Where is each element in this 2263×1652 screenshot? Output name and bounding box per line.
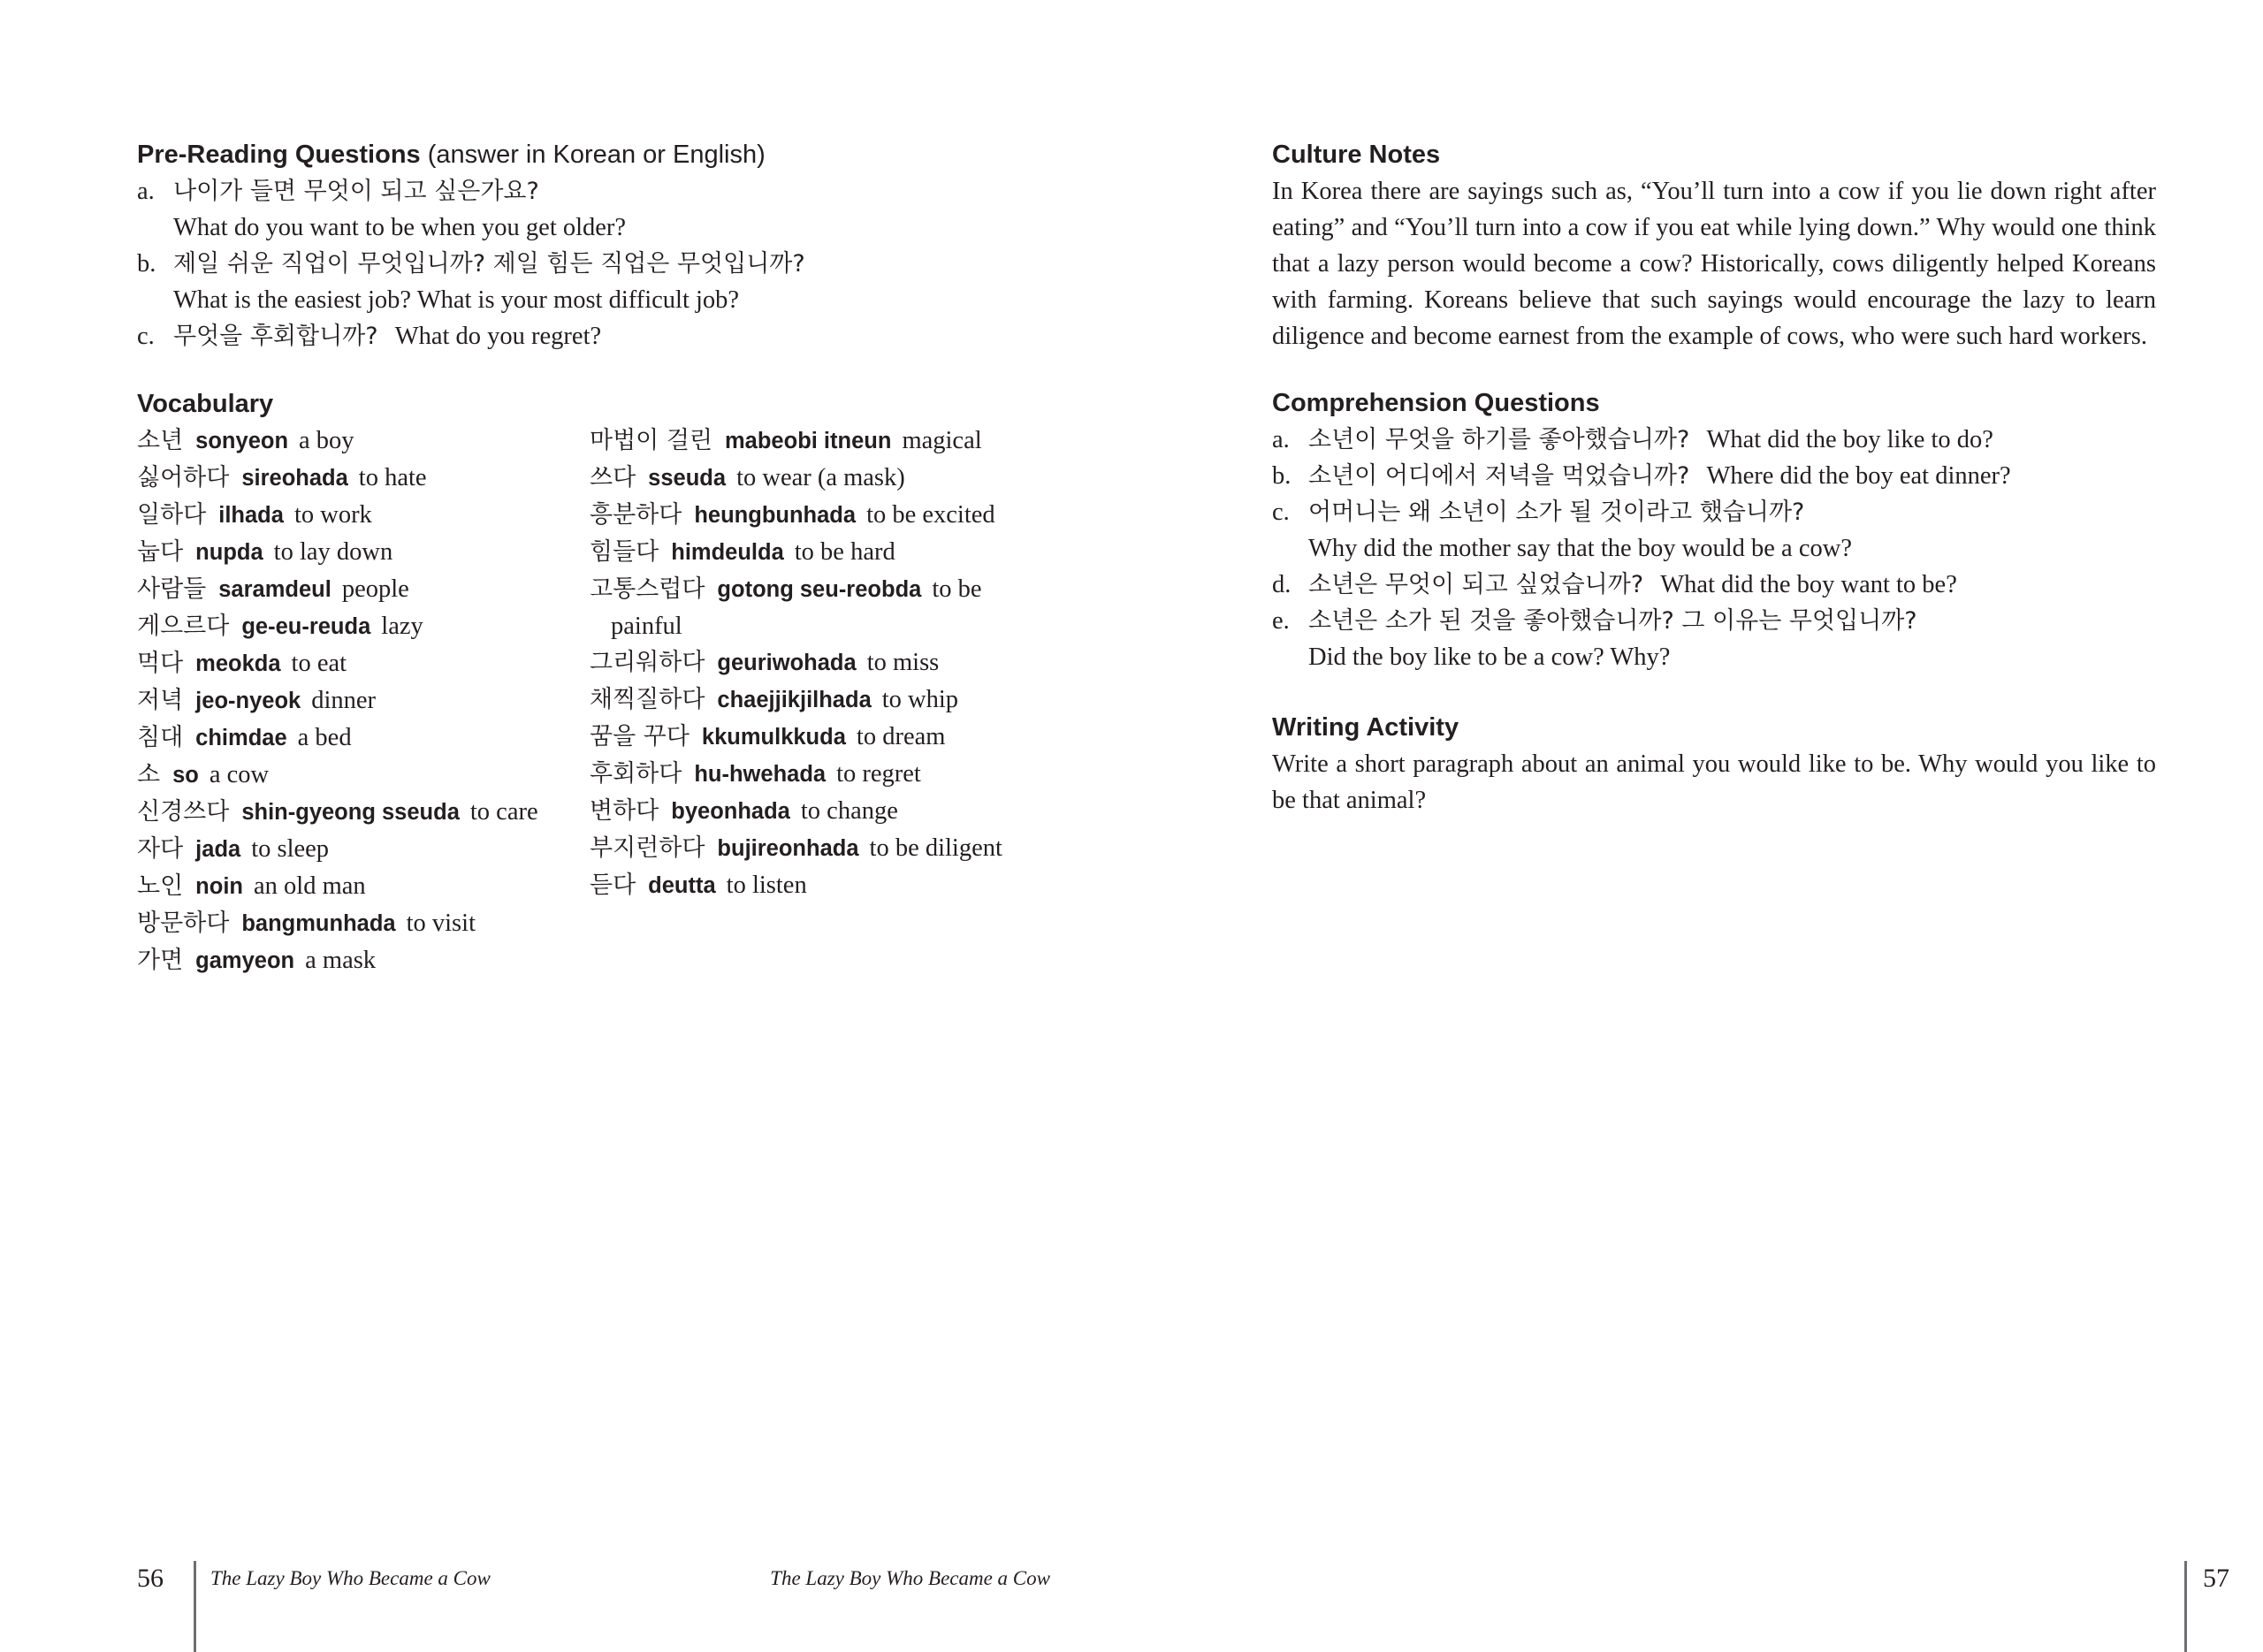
question-letter: b. xyxy=(137,250,156,278)
vocabulary-section xyxy=(137,386,1109,979)
comprehension-item-e xyxy=(1272,603,2156,675)
question-korean: 무엇을 후회합니까? xyxy=(173,323,378,350)
question-letter: c. xyxy=(1272,499,1290,526)
culture-notes-section xyxy=(1272,137,2156,354)
question-korean: 소년이 어디에서 저녁을 먹었습니까? xyxy=(1308,462,1690,490)
footer-divider xyxy=(194,1561,196,1652)
comprehension-list xyxy=(1272,422,2156,675)
vocab-entry: 흥분하다 heungbunhada to be excited xyxy=(590,501,995,529)
question-english: What did the boy want to be? xyxy=(1660,571,1957,598)
comprehension-item-b xyxy=(1272,458,2156,494)
prereading-heading: Pre-Reading Questions (answer in Korean or English) xyxy=(137,141,766,169)
vocabulary-column-2 xyxy=(590,423,1049,979)
vocab-entry: 쓰다 sseuda to wear (a mask) xyxy=(590,464,905,491)
vocab-entry: 싫어하다 sireohada to hate xyxy=(137,464,427,491)
vocab-entry: 노인 noin an old man xyxy=(137,872,366,900)
vocab-entry: 침대 chimdae a bed xyxy=(137,724,352,751)
vocab-entry: 후회하다 hu-hwehada to regret xyxy=(590,760,921,788)
question-english: What did the boy like to do? xyxy=(1706,426,1993,453)
comprehension-item-d xyxy=(1272,567,2156,603)
culture-notes-heading: Culture Notes xyxy=(1272,141,1441,169)
question-english: Did the boy like to be a cow? Why? xyxy=(1308,643,1671,671)
vocab-entry: 방문하다 bangmunhada to visit xyxy=(137,910,476,937)
vocab-entry: 소 so a cow xyxy=(137,761,270,788)
prereading-list xyxy=(137,173,1092,354)
question-letter: a. xyxy=(1272,426,1290,453)
question-letter: e. xyxy=(1272,607,1290,635)
question-korean: 나이가 들면 무엇이 되고 싶은가요? xyxy=(173,178,539,205)
question-english: Why did the mother say that the boy would be a cow? xyxy=(1308,535,1852,562)
vocab-entry: 눕다 nupda to lay down xyxy=(137,538,393,566)
question-english: Where did the boy eat dinner? xyxy=(1706,462,2011,490)
prereading-section xyxy=(137,137,1092,354)
vocab-entry: 자다 jada to sleep xyxy=(137,835,330,863)
question-english: What do you regret? xyxy=(394,323,602,350)
question-letter: a. xyxy=(137,178,155,205)
question-english: What is the easiest job? What is your most difficult job? xyxy=(173,286,740,314)
vocab-entry: 듣다 deutta to listen xyxy=(590,872,807,899)
vocab-entry: 그리워하다 geuriwohada to miss xyxy=(590,649,940,676)
running-title: The Lazy Boy Who Became a Cow xyxy=(210,1567,491,1589)
vocab-entry: 일하다 ilhada to work xyxy=(137,501,372,529)
prereading-item-a xyxy=(137,173,1092,246)
comprehension-section xyxy=(1272,385,2156,675)
vocab-entry: 부지런하다 bujireonhada to be diligent xyxy=(590,834,1002,862)
vocab-entry: 고통스럽다 gotong seu-reobda to be painful xyxy=(590,575,982,640)
question-letter: b. xyxy=(1272,462,1292,490)
footer-divider xyxy=(2184,1561,2187,1652)
running-title: The Lazy Boy Who Became a Cow xyxy=(770,1567,1050,1589)
comprehension-heading: Comprehension Questions xyxy=(1272,389,1600,417)
page-number: 56 xyxy=(137,1564,164,1593)
question-korean: 제일 쉬운 직업이 무엇입니까? 제일 힘든 직업은 무엇입니까? xyxy=(173,250,805,278)
vocabulary-columns xyxy=(137,423,1109,979)
prereading-item-b xyxy=(137,246,1092,318)
writing-activity-heading: Writing Activity xyxy=(1272,713,1459,742)
vocabulary-column-1 xyxy=(137,423,590,979)
vocab-entry: 힘들다 himdeulda to be hard xyxy=(590,538,895,566)
vocab-entry: 채찍질하다 chaejjikjilhada to whip xyxy=(590,686,959,713)
vocabulary-heading: Vocabulary xyxy=(137,390,274,418)
prereading-item-c xyxy=(137,318,1092,354)
question-letter: c. xyxy=(137,323,155,350)
question-korean: 소년이 무엇을 하기를 좋아했습니까? xyxy=(1308,426,1690,453)
writing-activity-section xyxy=(1272,710,2156,818)
culture-notes-text: In Korea there are sayings such as, “You’ll turn into a cow if you lie down right after eating” and “You’ll turn into a cow if you eat while lying down.” Why would one think that a lazy person would become a cow? Historically, cows diligently helped Koreans with farming. Koreans believe that such sayings would encourage the lazy to learn diligence and become earnest from the example of cows, who were such hard workers. xyxy=(1272,178,2156,350)
question-korean: 소년은 무엇이 되고 싶었습니까? xyxy=(1308,571,1644,598)
vocab-entry: 게으르다 ge-eu-reuda lazy xyxy=(137,613,423,640)
question-letter: d. xyxy=(1272,571,1292,598)
question-korean: 어머니는 왜 소년이 소가 될 것이라고 했습니까? xyxy=(1308,499,1805,526)
vocab-entry: 꿈을 꾸다 kkumulkkuda to dream xyxy=(590,723,946,750)
vocab-entry: 사람들 saramdeul people xyxy=(137,575,409,603)
comprehension-item-c xyxy=(1272,494,2156,567)
question-english: What do you want to be when you get older? xyxy=(173,214,627,241)
page-number: 57 xyxy=(2203,1564,2229,1593)
writing-activity-text: Write a short paragraph about an animal you would like to be. Why would you like to be that animal? xyxy=(1272,750,2156,814)
question-korean: 소년은 소가 된 것을 좋아했습니까? 그 이유는 무엇입니까? xyxy=(1308,607,1917,635)
vocab-entry: 먹다 meokda to eat xyxy=(137,650,347,677)
vocab-entry: 마법이 걸린 mabeobi itneun magical xyxy=(590,427,982,454)
vocab-entry: 가면 gamyeon a mask xyxy=(137,947,377,974)
vocab-entry: 저녁 jeo-nyeok dinner xyxy=(137,687,377,714)
vocab-entry: 소년 sonyeon a boy xyxy=(137,427,354,454)
comprehension-item-a xyxy=(1272,422,2156,458)
vocab-entry: 변하다 byeonhada to change xyxy=(590,797,898,825)
vocab-entry: 신경쓰다 shin-gyeong sseuda to care xyxy=(137,798,538,826)
